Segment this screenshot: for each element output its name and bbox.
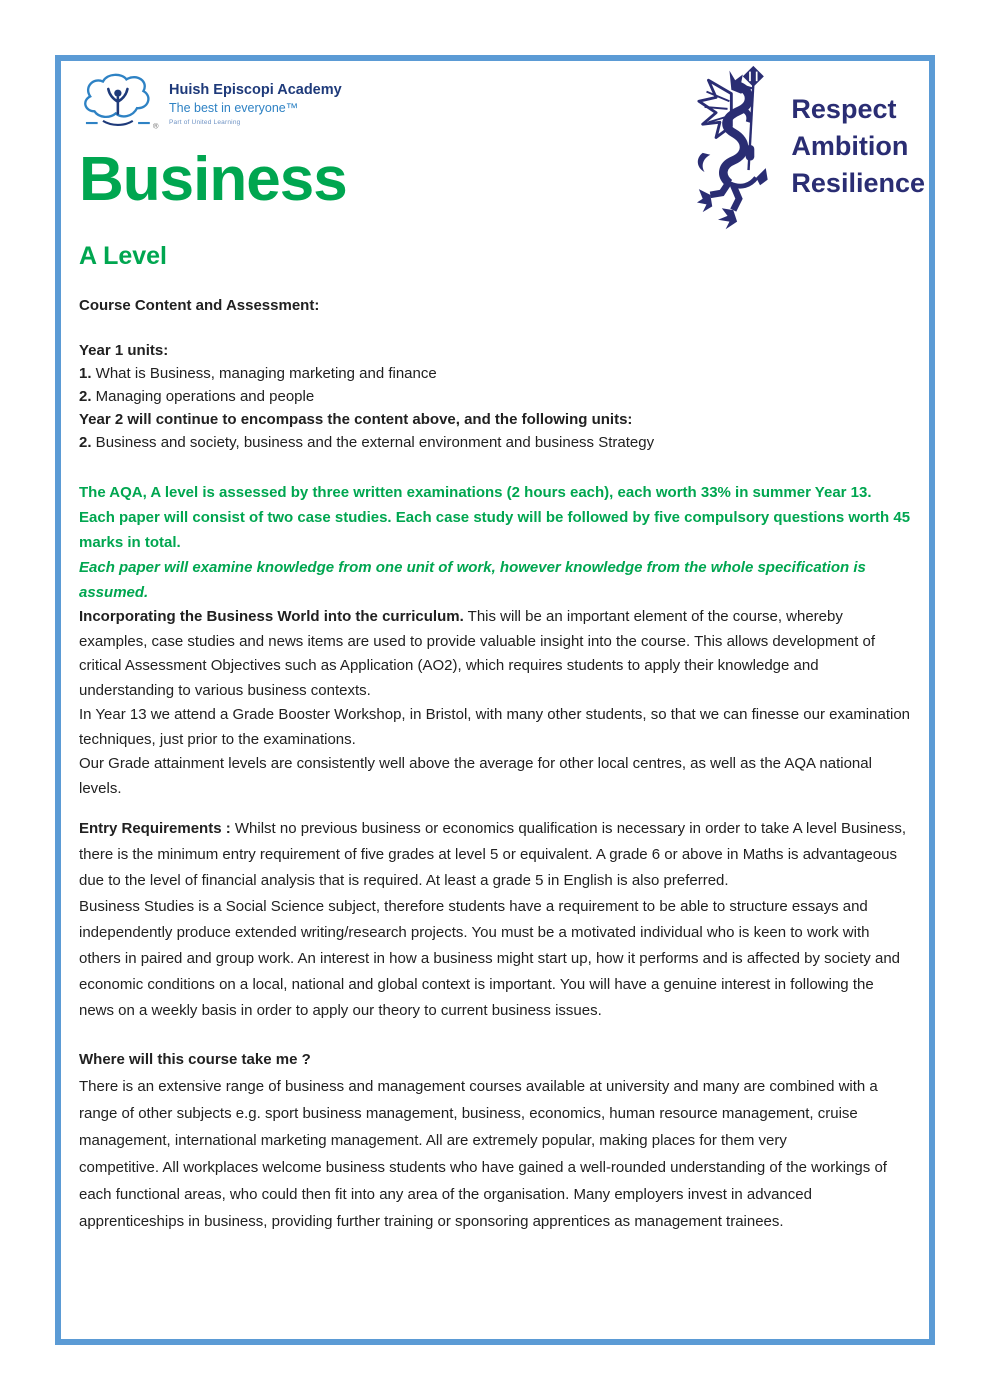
curriculum-section	[79, 605, 911, 801]
course-heading-text: Course Content and Assessment:	[79, 297, 320, 314]
academy-name: Huish Episcopi Academy	[169, 82, 342, 98]
entry-requirements-label: Entry Requirements :	[79, 820, 231, 837]
year2-units-label: Year 2 will continue to encompass the content above, and the following units:	[79, 411, 633, 428]
entry-requirements-text: Whilst no previous business or economics qualification is necessary in order to take A level Business, there is the minimum entry requirement of five grades at level 5 or equivalent. A grade 6 or above in Maths is advantageous due to the level of financial analysis that is required. At least a grade 5 in English is also preferred.	[79, 820, 907, 889]
academy-text-block	[169, 73, 342, 126]
values-list	[791, 63, 925, 202]
page-content	[61, 61, 929, 1235]
curriculum-paragraph-3: Our Grade attainment levels are consistently well above the average for other local centres, as well as the AQA national levels.	[79, 755, 872, 797]
year1-units-label: Year 1 units:	[79, 342, 169, 359]
entry-requirements-section	[79, 816, 911, 1024]
academy-tagline: The best in everyone™	[169, 100, 299, 115]
page-subtitle: A Level	[79, 242, 168, 270]
year2-unit-num: 2.	[79, 434, 92, 451]
page-title: Business	[79, 145, 347, 214]
entry-requirements-paragraph	[79, 816, 911, 894]
unit-item-1	[79, 362, 911, 385]
page-border-frame	[55, 55, 935, 1345]
assessment-line-2: Each paper will consist of two case studies. Each case study will be followed by five compulsory questions worth 45 marks in total.	[79, 509, 911, 551]
curriculum-lead-paragraph	[79, 605, 911, 703]
dragon-crest-icon	[695, 63, 783, 240]
value-respect: Respect	[791, 94, 897, 124]
unit-item-2-num: 2.	[79, 388, 92, 405]
destinations-paragraph-1: There is an extensive range of business and management courses available at university and many are combined with a range of other subjects e.g. sport business management, business, economics, human resource management, cruise management, international marketing management. All are extremely popular, making places for them very	[79, 1078, 878, 1149]
course-content-heading	[79, 294, 911, 317]
academy-tree-icon	[79, 73, 161, 144]
curriculum-lead-rest: This will be an important element of the course, whereby examples, case studies and news items are used to provide valuable insight into the course. This allows development of critical Assessment Objectives such as Application (AO2), which requires students to apply their knowledge and understanding to various business contexts.	[79, 608, 875, 699]
unit-item-2	[79, 385, 911, 408]
destinations-heading: Where will this course take me ?	[79, 1051, 311, 1068]
value-resilience: Resilience	[791, 168, 925, 198]
unit-item-1-text: What is Business, managing marketing and finance	[91, 365, 437, 382]
assessment-line-3: Each paper will examine knowledge from one unit of work, however knowledge from the whole specification is assumed.	[79, 559, 866, 601]
destinations-section	[79, 1046, 911, 1235]
school-values-crest	[695, 63, 925, 240]
entry-requirements-paragraph-2: Business Studies is a Social Science subject, therefore students have a requirement to be able to structure essays and independently produce extended writing/research projects. You must be a motivated individual who is keen to work with others in paired and group work. An interest in how a business might start up, how it performs and is affected by society and economic conditions on a local, national and global context is important. You will have a genuine interest in following the news on a weekly basis in order to apply our theory to current business issues.	[79, 898, 901, 1019]
destinations-paragraph-2: competitive. All workplaces welcome business students who have gained a well-rounded understanding of the workings of each functional areas, who could then fit into any area of the organisation. Many employers invest in advanced apprenticeships in business, providing further training or sponsoring apprentices as management trainees.	[79, 1159, 887, 1230]
curriculum-lead-bold: Incorporating the Business World into the curriculum.	[79, 608, 464, 625]
value-ambition: Ambition	[791, 131, 909, 161]
assessment-section	[79, 480, 911, 605]
unit-item-2-text: Managing operations and people	[91, 388, 315, 405]
academy-sublabel: Part of United Learning	[169, 118, 241, 126]
unit-item-1-num: 1.	[79, 365, 92, 382]
units-section	[79, 339, 911, 454]
year2-unit-item	[79, 431, 911, 454]
assessment-line-1: The AQA, A level is assessed by three written examinations (2 hours each), each worth 33% in summer Year 13.	[79, 484, 872, 501]
year2-unit-text: Business and society, business and the external environment and business Strategy	[91, 434, 655, 451]
curriculum-paragraph-2: In Year 13 we attend a Grade Booster Workshop, in Bristol, with many other students, so that we can finesse our examination techniques, just prior to the examinations.	[79, 706, 911, 748]
registered-mark-glyph: ®	[153, 121, 159, 131]
